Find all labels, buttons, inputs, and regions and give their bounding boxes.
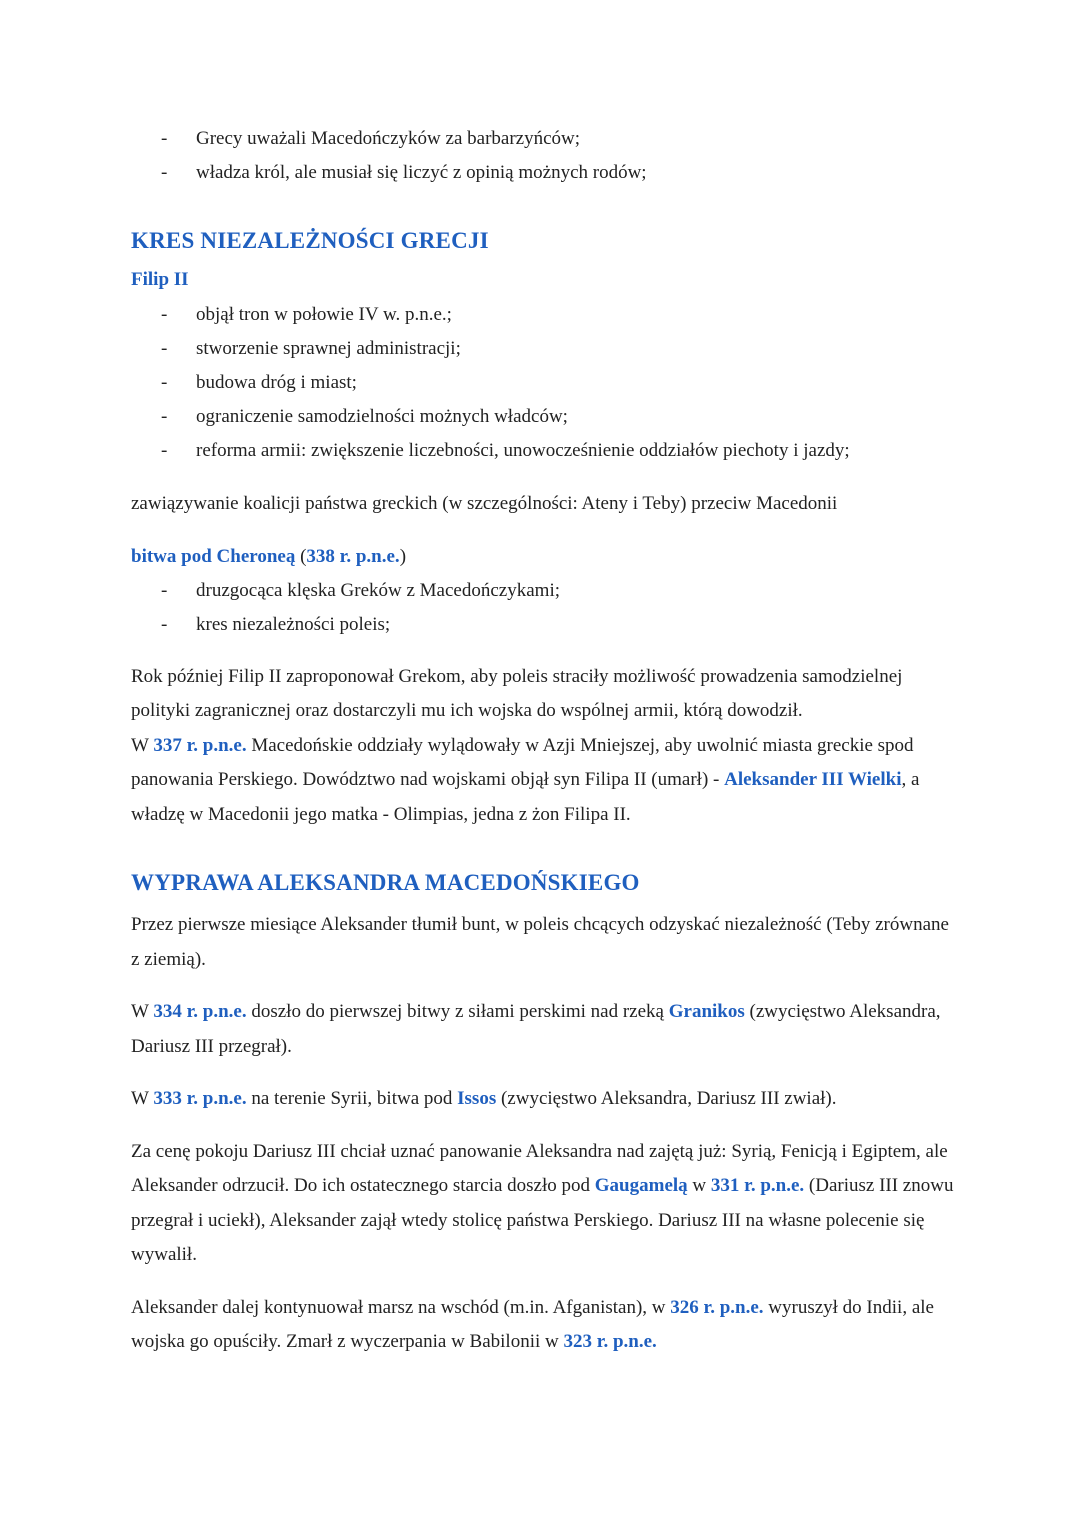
bullet-dash: - bbox=[161, 372, 168, 393]
bullet-dash: - bbox=[161, 440, 168, 461]
list-item: - objął tron w połowie IV w. p.n.e.; bbox=[131, 298, 961, 332]
list-item: - stworzenie sprawnej administracji; bbox=[131, 332, 961, 366]
list-item: - władza król, ale musiał się liczyć z opinią możnych rodów; bbox=[131, 156, 961, 190]
filip-bullet-list bbox=[131, 298, 961, 468]
section-heading-kres: KRES NIEZALEŻNOŚCI GRECJI bbox=[131, 228, 489, 253]
date-highlight: 334 r. p.n.e. bbox=[153, 1001, 247, 1022]
wyprawa-paragraph-5: Aleksander dalej kontynuował marsz na wschód (m.in. Afganistan), w 326 r. p.n.e. wyruszył do Indii, ale wojska go opuściły. Zmarł z wyczerpania w Babilonii w 323 r. p.n.e. bbox=[131, 1296, 934, 1352]
cheronea-bullet-list bbox=[131, 574, 961, 642]
place-highlight: Issos bbox=[457, 1088, 497, 1109]
date-highlight: 337 r. p.n.e. bbox=[153, 734, 247, 756]
bullet-dash: - bbox=[161, 162, 168, 183]
koalicja-paragraph: zawiązywanie koalicji państwa greckich (w szczególności: Ateny i Teby) przeciw Macedonii bbox=[131, 493, 838, 514]
intro-bullet-list bbox=[131, 122, 961, 190]
name-highlight: Aleksander III Wielki bbox=[724, 769, 902, 790]
list-item: - budowa dróg i miast; bbox=[131, 366, 961, 400]
wyprawa-paragraph-2: W 334 r. p.n.e. doszło do pierwszej bitwy z siłami perskimi nad rzeką Granikos (zwycięstwo Aleksandra, Dariusz III przegrał). bbox=[131, 1001, 941, 1057]
section-heading-wyprawa: WYPRAWA ALEKSANDRA MACEDOŃSKIEGO bbox=[131, 870, 640, 895]
subheading-filip: Filip II bbox=[131, 269, 189, 290]
wyprawa-paragraph-3: W 333 r. p.n.e. na terenie Syrii, bitwa pod Issos (zwycięstwo Aleksandra, Dariusz III zwiał). bbox=[131, 1088, 837, 1109]
bullet-dash: - bbox=[161, 128, 168, 149]
list-item: - reforma armii: zwiększenie liczebności, unowocześnienie oddziałów piechoty i jazdy; bbox=[131, 434, 961, 468]
list-item: - ograniczenie samodzielności możnych władców; bbox=[131, 400, 961, 434]
bullet-dash: - bbox=[161, 613, 168, 635]
place-highlight: Granikos bbox=[668, 1001, 745, 1022]
bullet-dash: - bbox=[161, 406, 168, 427]
list-item: - kres niezależności poleis; bbox=[131, 608, 961, 642]
filip-paragraph: Rok później Filip II zaproponował Grekom, aby poleis straciły możliwość prowadzenia samodzielnej polityki zagranicznej oraz dostarczyli mu ich wojska do wspólnej armii, którą dowodził. W 337 r. p.n.e. Macedońskie oddziały wylądowały w Azji Mniejszej, aby uwolnić miasta greckie spod panowania Perskiego. Dowództwo nad wojskami objął syn Filipa II (umarł) - Aleksander III Wielki, a władzę w Macedonii jego matka - Olimpias, jedna z żon Filipa II. bbox=[131, 665, 920, 825]
document-page bbox=[131, 122, 961, 1360]
list-item: - Grecy uważali Macedończyków za barbarzyńców; bbox=[131, 122, 961, 156]
date-highlight: 323 r. p.n.e. bbox=[563, 1331, 657, 1352]
date-highlight: 333 r. p.n.e. bbox=[153, 1088, 247, 1109]
bullet-dash: - bbox=[161, 304, 168, 325]
date-highlight: 331 r. p.n.e. bbox=[710, 1175, 805, 1196]
bullet-dash: - bbox=[161, 338, 168, 359]
place-highlight: Gaugamelą bbox=[594, 1175, 688, 1196]
bullet-dash: - bbox=[161, 579, 168, 601]
date-highlight: 326 r. p.n.e. bbox=[670, 1296, 764, 1318]
wyprawa-paragraph-4: Za cenę pokoju Dariusz III chciał uznać panowanie Aleksandra nad zajętą już: Syrią, Fenicją i Egiptem, ale Aleksander odrzucił. Do ich ostatecznego starcia doszło pod Gaugamelą w 331 r. p.n.e. (Dariusz III znowu przegrał i uciekł), Aleksander zajął wtedy stolicę państwa Perskiego. Dariusz III na własne polecenie się wywalił. bbox=[131, 1140, 954, 1265]
wyprawa-paragraph-1: Przez pierwsze miesiące Aleksander tłumił bunt, w poleis chcących odzyskać niezależność (Teby zrównane z ziemią). bbox=[131, 914, 949, 970]
list-item: - druzgocąca klęska Greków z Macedończykami; bbox=[131, 574, 961, 608]
subheading-cheronea: bitwa pod Cheroneą (338 r. p.n.e.) bbox=[131, 545, 407, 567]
